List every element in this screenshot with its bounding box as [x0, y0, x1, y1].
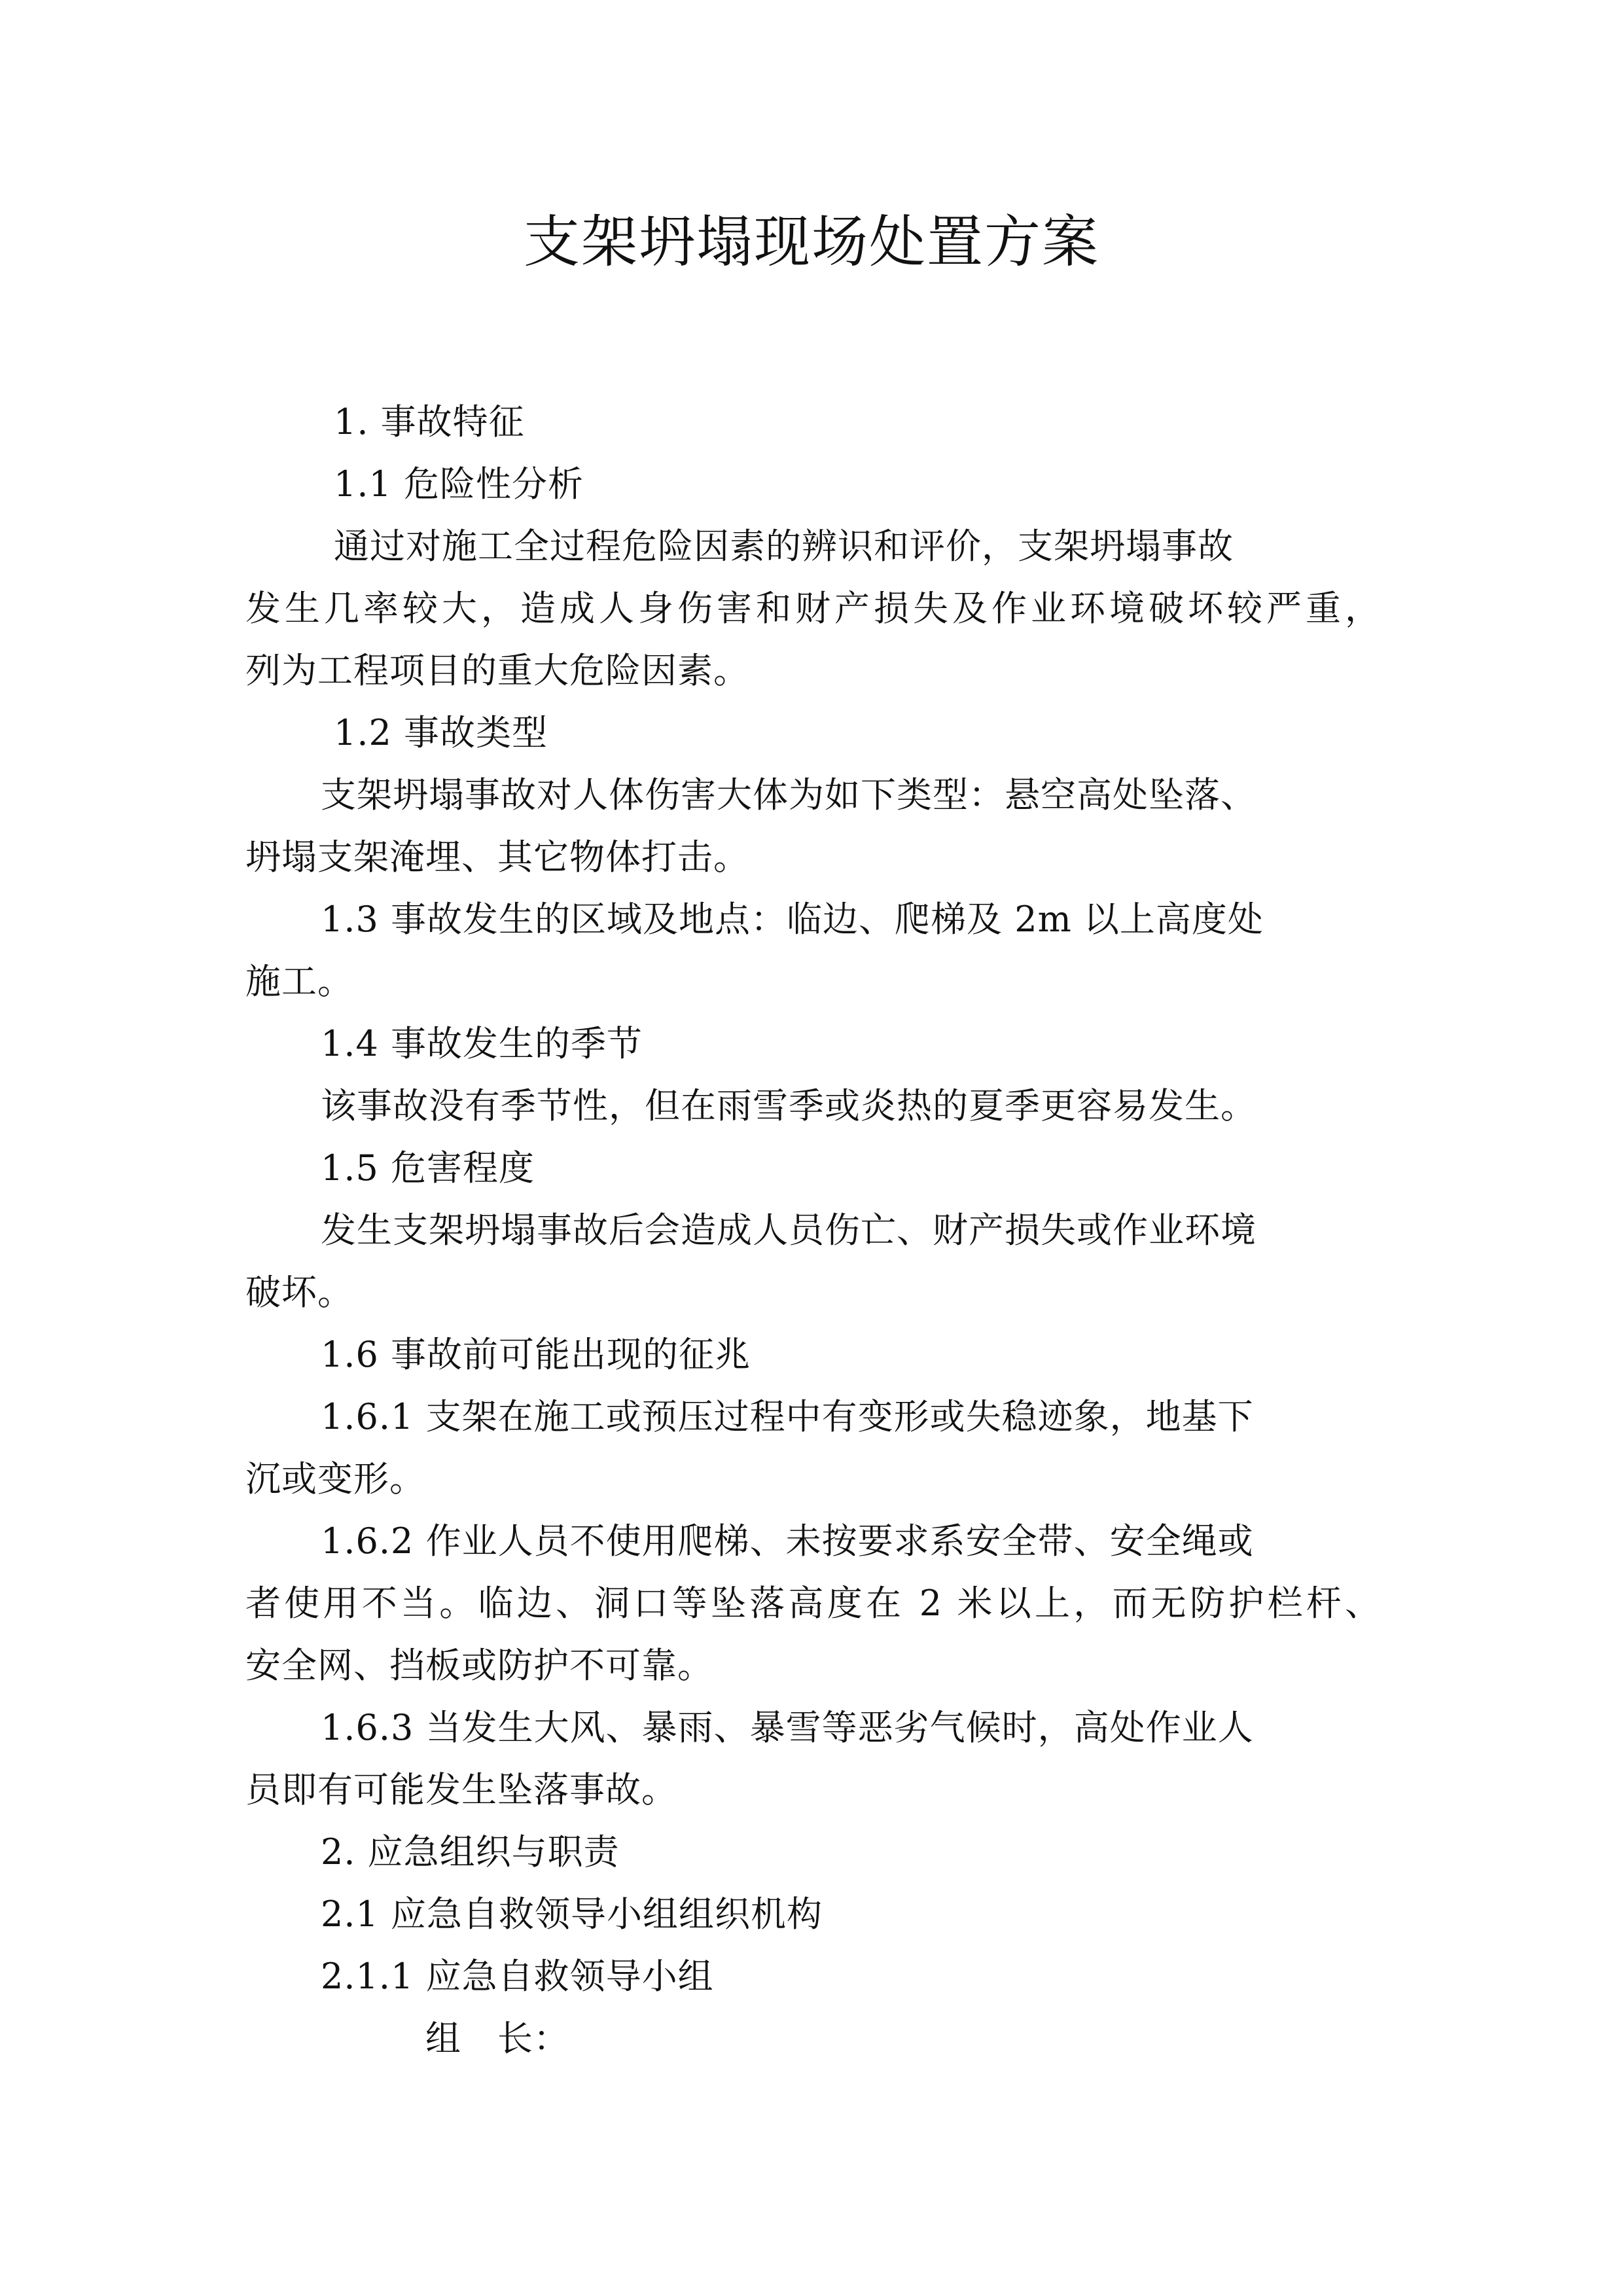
- heading-2: 2. 应急组织与职责: [321, 1831, 620, 1873]
- paragraph-line: 1.3 事故发生的区域及地点：临边、爬梯及 2m 以上高度处: [321, 899, 1264, 940]
- paragraph-line: 施工。: [245, 961, 353, 1002]
- heading-2-1-1: 2.1.1 应急自救领导小组: [321, 1956, 714, 1997]
- heading-1-4: 1.4 事故发生的季节: [321, 1023, 643, 1064]
- heading-1-1: 1.1 危险性分析: [334, 463, 584, 505]
- paragraph-line: 该事故没有季节性，但在雨雪季或炎热的夏季更容易发生。: [321, 1085, 1257, 1126]
- paragraph-line: 列为工程项目的重大危险因素。: [245, 650, 749, 691]
- leader-label: 组 长：: [425, 2018, 569, 2059]
- paragraph-line: 沉或变形。: [245, 1458, 425, 1499]
- paragraph-line: 支架坍塌事故对人体伤害大体为如下类型：悬空高处坠落、: [321, 774, 1257, 816]
- heading-2-1: 2.1 应急自救领导小组组织机构: [321, 1893, 823, 1935]
- paragraph-line: 1.6.1 支架在施工或预压过程中有变形或失稳迹象，地基下: [321, 1396, 1254, 1437]
- heading-1-5: 1.5 危害程度: [321, 1147, 535, 1189]
- paragraph-line: 破坏。: [245, 1272, 353, 1313]
- paragraph-line: 者使用不当。临边、洞口等坠落高度在 2 米以上，而无防护栏杆、: [245, 1583, 1381, 1624]
- paragraph-line: 1.6.3 当发生大风、暴雨、暴雪等恶劣气候时，高处作业人: [321, 1707, 1254, 1748]
- paragraph-line: 员即有可能发生坠落事故。: [245, 1769, 677, 1810]
- heading-1-2: 1.2 事故类型: [334, 712, 548, 753]
- paragraph-line: 安全网、挡板或防护不可靠。: [245, 1645, 713, 1686]
- heading-1-6: 1.6 事故前可能出现的征兆: [321, 1334, 751, 1375]
- document-title: 支架坍塌现场处置方案: [524, 209, 1099, 275]
- heading-1: 1. 事故特征: [334, 401, 525, 442]
- paragraph-line: 1.6.2 作业人员不使用爬梯、未按要求系安全带、安全绳或: [321, 1520, 1254, 1562]
- paragraph-line: 发生几率较大，造成人身伤害和财产损失及作业环境破坏较严重，: [245, 588, 1381, 629]
- paragraph-line: 发生支架坍塌事故后会造成人员伤亡、财产损失或作业环境: [321, 1210, 1257, 1251]
- paragraph-line: 通过对施工全过程危险因素的辨识和评价，支架坍塌事故: [334, 526, 1234, 567]
- paragraph-line: 坍塌支架淹埋、其它物体打击。: [245, 836, 749, 878]
